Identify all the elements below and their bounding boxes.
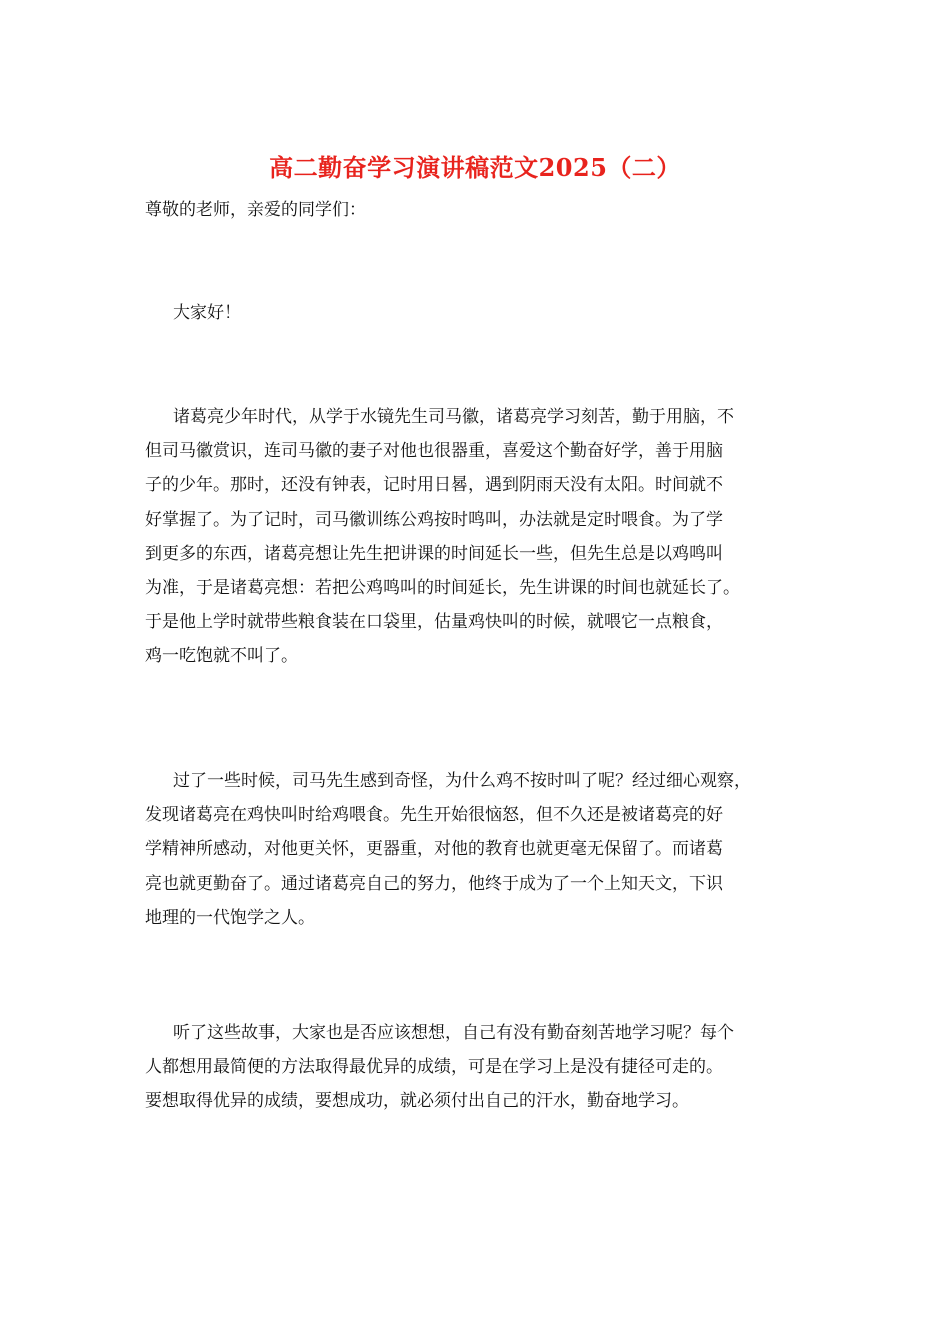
- paragraph-line: 亮也就更勤奋了。通过诸葛亮自己的努力，他终于成为了一个上知天文，下识: [145, 873, 723, 894]
- paragraph-line: 人都想用最简便的方法取得最优异的成绩，可是在学习上是没有捷径可走的。: [145, 1057, 723, 1078]
- greeting-paragraph: [145, 296, 815, 330]
- paragraph-line: 好掌握了。为了记时，司马徽训练公鸡按时鸣叫，办法就是定时喂食。为了学: [145, 509, 723, 530]
- body-paragraph-3: [145, 1016, 815, 1119]
- greeting-line: 大家好！: [173, 303, 241, 323]
- paragraph-line: 子的少年。那时，还没有钟表，记时用日晷，遇到阴雨天没有太阳。时间就不: [145, 475, 723, 496]
- paragraph-line: 要想取得优异的成绩，要想成功，就必须付出自己的汗水，勤奋地学习。: [145, 1091, 689, 1112]
- document-title: 高二勤奋学习演讲稿范文2025（二）: [269, 153, 681, 182]
- paragraph-line: 为准，于是诸葛亮想：若把公鸡鸣叫的时间延长，先生讲课的时间也就延长了。: [145, 578, 740, 599]
- paragraph-line: 听了这些故事，大家也是否应该想想，自己有没有勤奋刻苦地学习呢？每个: [173, 1023, 734, 1043]
- paragraph-line: 鸡一吃饱就不叫了。: [145, 646, 298, 667]
- paragraph-line: 但司马徽赏识，连司马徽的妻子对他也很器重，喜爱这个勤奋好学，善于用脑: [145, 441, 723, 462]
- body-paragraph-2: [145, 764, 815, 935]
- salutation: 尊敬的老师，亲爱的同学们：: [145, 200, 366, 220]
- paragraph-line: 发现诸葛亮在鸡快叫时给鸡喂食。先生开始很恼怒，但不久还是被诸葛亮的好: [145, 805, 723, 826]
- paragraph-line: 地理的一代饱学之人。: [145, 907, 315, 928]
- paragraph-line: 诸葛亮少年时代，从学于水镜先生司马徽，诸葛亮学习刻苦，勤于用脑，不: [173, 407, 734, 427]
- paragraph-line: 到更多的东西，诸葛亮想让先生把讲课的时间延长一些，但先生总是以鸡鸣叫: [145, 543, 723, 564]
- paragraph-line: 过了一些时候，司马先生感到奇怪，为什么鸡不按时叫了呢？经过细心观察，: [173, 771, 751, 791]
- paragraph-line: 于是他上学时就带些粮食装在口袋里，估量鸡快叫的时候，就喂它一点粮食，: [145, 612, 723, 633]
- body-paragraph-1: [145, 400, 815, 674]
- paragraph-line: 学精神所感动，对他更关怀，更器重，对他的教育也就更毫无保留了。而诸葛: [145, 839, 723, 860]
